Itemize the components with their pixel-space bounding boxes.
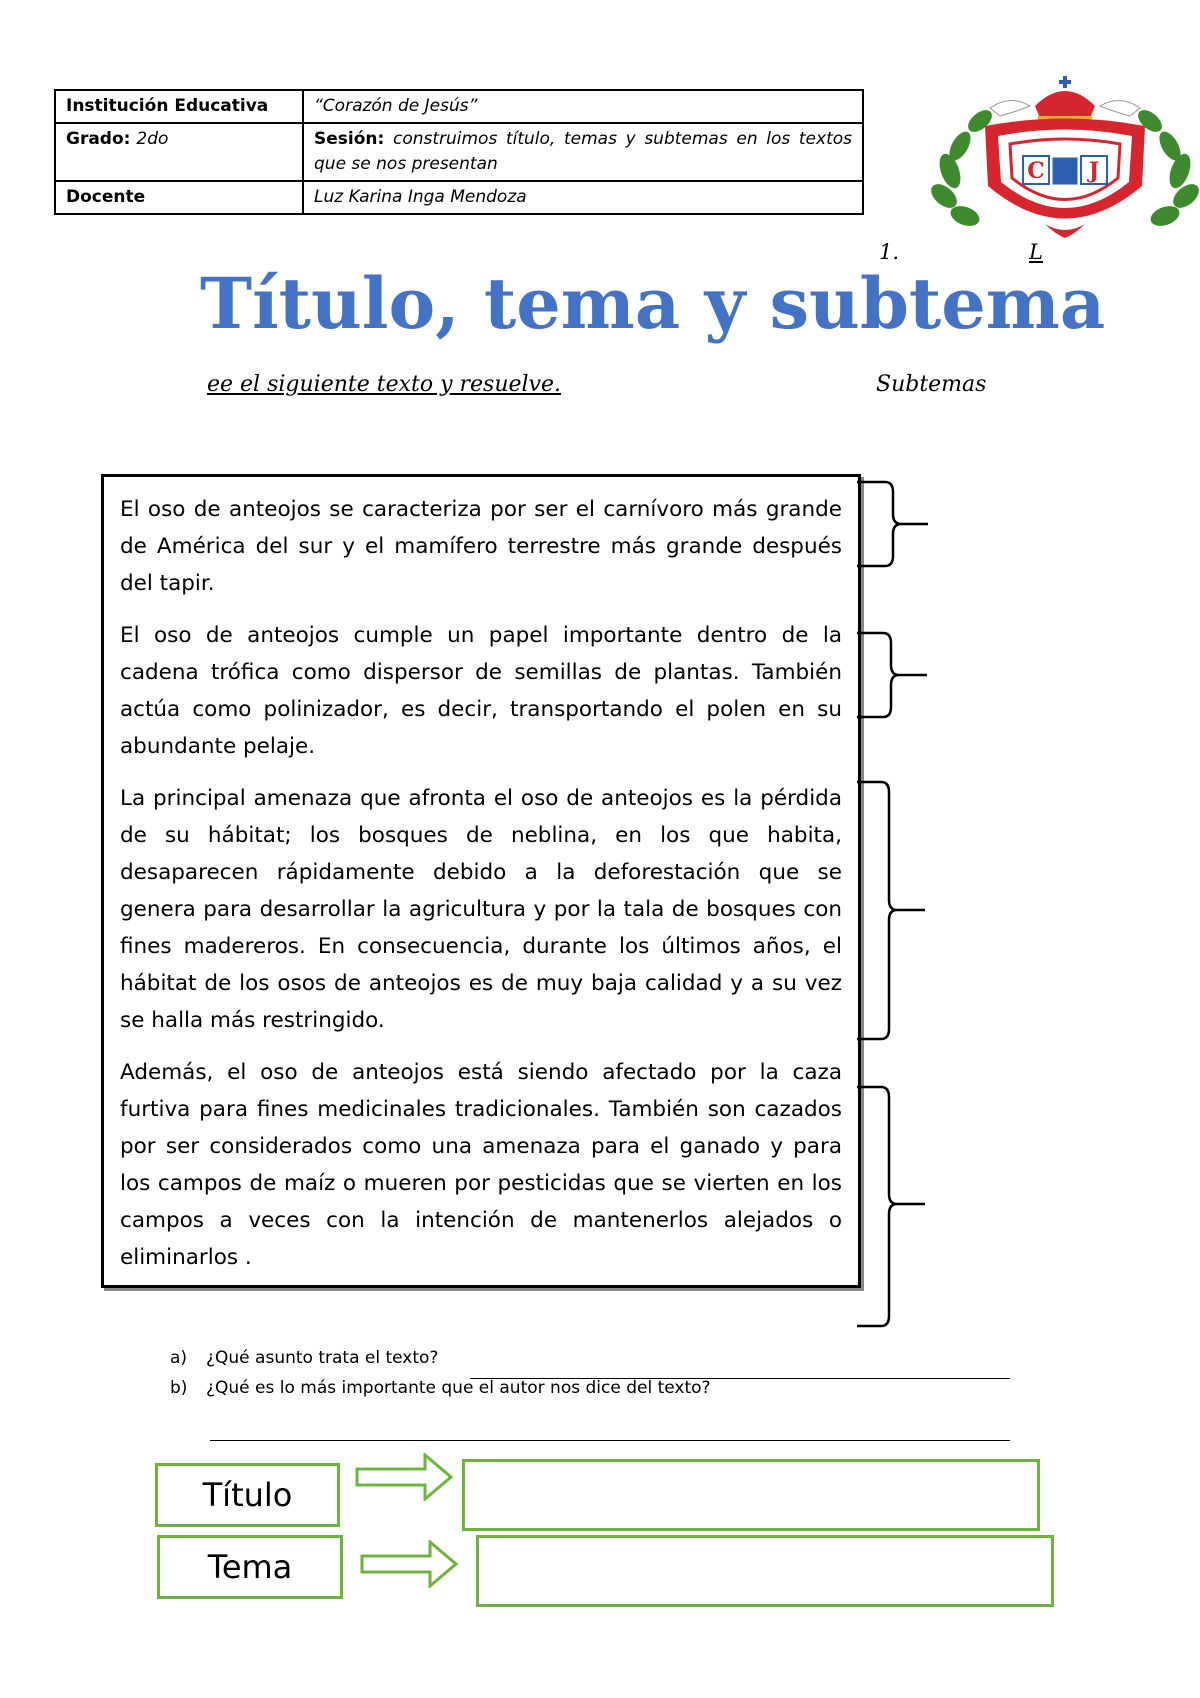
- institution-value: “Corazón de Jesús”: [303, 90, 863, 123]
- question-letter: a): [170, 1348, 188, 1368]
- subtema-braces: [855, 470, 945, 1340]
- grade-session-row: [55, 123, 863, 181]
- tema-label-box: [157, 1535, 343, 1599]
- brace-icon: [857, 1087, 925, 1326]
- answer-line[interactable]: [210, 1440, 1010, 1441]
- paragraph-1: El oso de anteojos se caracteriza por ser el carnívoro más grande de América del sur y el mamífero terrestre más grande después del tapir.: [120, 497, 842, 596]
- grade-value: 2do: [136, 129, 169, 149]
- dove-icon: [1100, 100, 1140, 116]
- paragraph-3: La principal amenaza que afronta el oso de anteojos es la pérdida de su hábitat; los bosques de neblina, en los que habita, desaparecen rápidamente debido a la deforestación que se genera para desarrollar la agricultura y por la tala de bosques con fines madereros. En consecuencia, durante los últimos años, el hábitat de los osos de anteojos es de muy baja calidad y a su vez se halla más restringido.: [120, 786, 842, 1033]
- brace-icon: [857, 482, 928, 566]
- logo-initial-j: J: [1088, 158, 1100, 184]
- titulo-label: Título: [202, 1476, 293, 1514]
- teacher-row: [55, 181, 863, 214]
- page-title: Título, tema y subtema: [200, 262, 1106, 345]
- titulo-answer-box[interactable]: [462, 1459, 1040, 1531]
- paragraph-4: Además, el oso de anteojos está siendo afectado por la caza furtiva para fines medicinales tradicionales. También son cazados por ser considerados como una amenaza para el ganado y para los campos de maíz o mueren por pesticidas que se vierten en los campos a veces con la intención de mantenerlos alejados o eliminarlos .: [120, 1060, 842, 1270]
- brace-icon: [857, 782, 925, 1039]
- crown-icon: [1035, 76, 1095, 123]
- dove-icon: [990, 100, 1030, 116]
- session-cell: [303, 123, 863, 181]
- tema-label: Tema: [207, 1548, 293, 1586]
- logo-initial-c: C: [1027, 158, 1045, 184]
- answer-line[interactable]: [470, 1378, 1010, 1379]
- session-label: Sesión:: [314, 129, 385, 149]
- arrow-right-icon: [355, 1453, 455, 1501]
- titulo-label-box: [155, 1463, 340, 1527]
- numbering-mark: 1.: [879, 240, 900, 264]
- school-logo: [930, 76, 1200, 246]
- session-value: construimos título, temas y subtemas en los textos que se nos presentan: [314, 129, 852, 174]
- book-icon: [1053, 158, 1077, 184]
- instruction-text: ee el siguiente texto y resuelve.: [207, 372, 561, 397]
- questions-list: [170, 1343, 711, 1403]
- institution-row: [55, 90, 863, 123]
- subtemas-label: Subtemas: [876, 372, 987, 397]
- shield-icon: [985, 119, 1145, 219]
- question-letter: b): [170, 1378, 188, 1398]
- arrow-right-icon: [360, 1540, 460, 1588]
- teacher-label: Docente: [55, 181, 303, 214]
- ribbon-icon: [1045, 224, 1085, 238]
- question-text: ¿Qué asunto trata el texto?: [206, 1348, 439, 1368]
- grade-label: Grado:: [66, 129, 131, 149]
- header-table: [54, 89, 864, 215]
- question-a: [170, 1343, 711, 1373]
- institution-label: Institución Educativa: [55, 90, 303, 123]
- tema-answer-box[interactable]: [476, 1535, 1054, 1607]
- question-text: ¿Qué es lo más importante que el autor nos dice del texto?: [206, 1378, 711, 1398]
- brace-icon: [857, 633, 927, 717]
- grade-cell: [55, 123, 303, 181]
- reading-text-box: [101, 474, 861, 1288]
- paragraph-2: El oso de anteojos cumple un papel importante dentro de la cadena trófica como dispersor de semillas de plantas. También actúa como polinizador, es decir, transportando el polen en su abundante pelaje.: [120, 623, 842, 759]
- letter-mark: L: [1029, 240, 1043, 264]
- teacher-value: Luz Karina Inga Mendoza: [303, 181, 863, 214]
